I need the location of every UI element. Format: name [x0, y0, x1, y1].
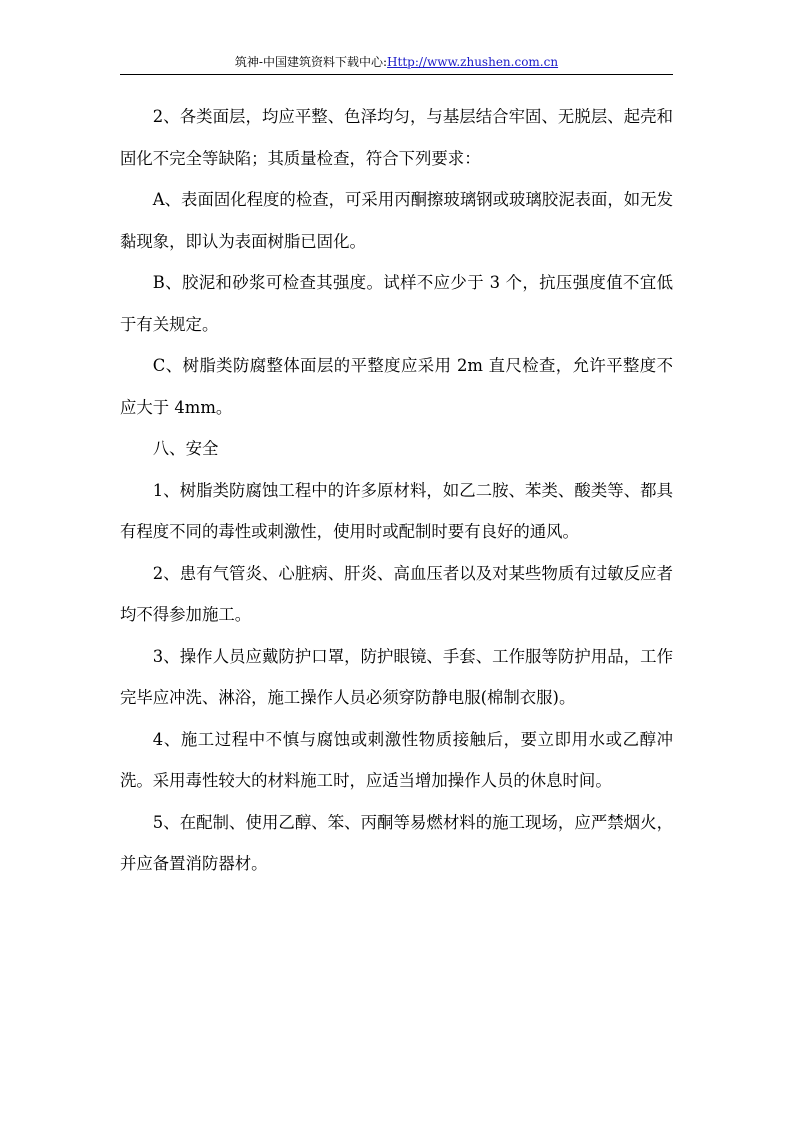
- paragraph-safety-4: 4、施工过程中不慎与腐蚀或刺激性物质接触后，要立即用水或乙醇冲洗。采用毒性较大的材料施工时，应适当增加操作人员的休息时间。: [120, 729, 673, 790]
- paragraph-safety-5: 5、在配制、使用乙醇、笨、丙酮等易燃材料的施工现场，应严禁烟火，并应备置消防器材。: [120, 812, 673, 873]
- header-site-label: 筑神-中国建筑资料下载中心:: [234, 55, 388, 69]
- paragraph-check-a: A、表面固化程度的检查，可采用丙酮擦玻璃钢或玻璃胶泥表面，如无发黏现象，即认为表面树脂已固化。: [120, 190, 673, 251]
- section-heading-safety: 八、安全: [152, 439, 219, 458]
- document-body: [120, 96, 673, 885]
- paragraph-safety-1: 1、树脂类防腐蚀工程中的许多原材料，如乙二胺、苯类、酸类等、都具有程度不同的毒性或刺激性，使用时或配制时要有良好的通风。: [120, 480, 673, 541]
- paragraph-surface-quality: 2、各类面层，均应平整、色泽均匀，与基层结合牢固、无脱层、起壳和固化不完全等缺陷；其质量检查，符合下列要求：: [120, 107, 673, 168]
- header-link[interactable]: Http://www.zhushen.com.cn: [387, 55, 559, 69]
- paragraph-check-b: B、胶泥和砂浆可检查其强度。试样不应少于 3 个，抗压强度值不宜低于有关规定。: [120, 273, 673, 334]
- page-header: [120, 52, 673, 75]
- paragraph-check-c: C、树脂类防腐整体面层的平整度应采用 2m 直尺检查，允许平整度不应大于 4mm。: [120, 356, 673, 417]
- paragraph-safety-3: 3、操作人员应戴防护口罩，防护眼镜、手套、工作服等防护用品，工作完毕应冲洗、淋浴，施工操作人员必须穿防静电服(棉制衣服)。: [120, 646, 673, 707]
- paragraph-safety-2: 2、患有气管炎、心脏病、肝炎、高血压者以及对某些物质有过敏反应者均不得参加施工。: [120, 563, 673, 624]
